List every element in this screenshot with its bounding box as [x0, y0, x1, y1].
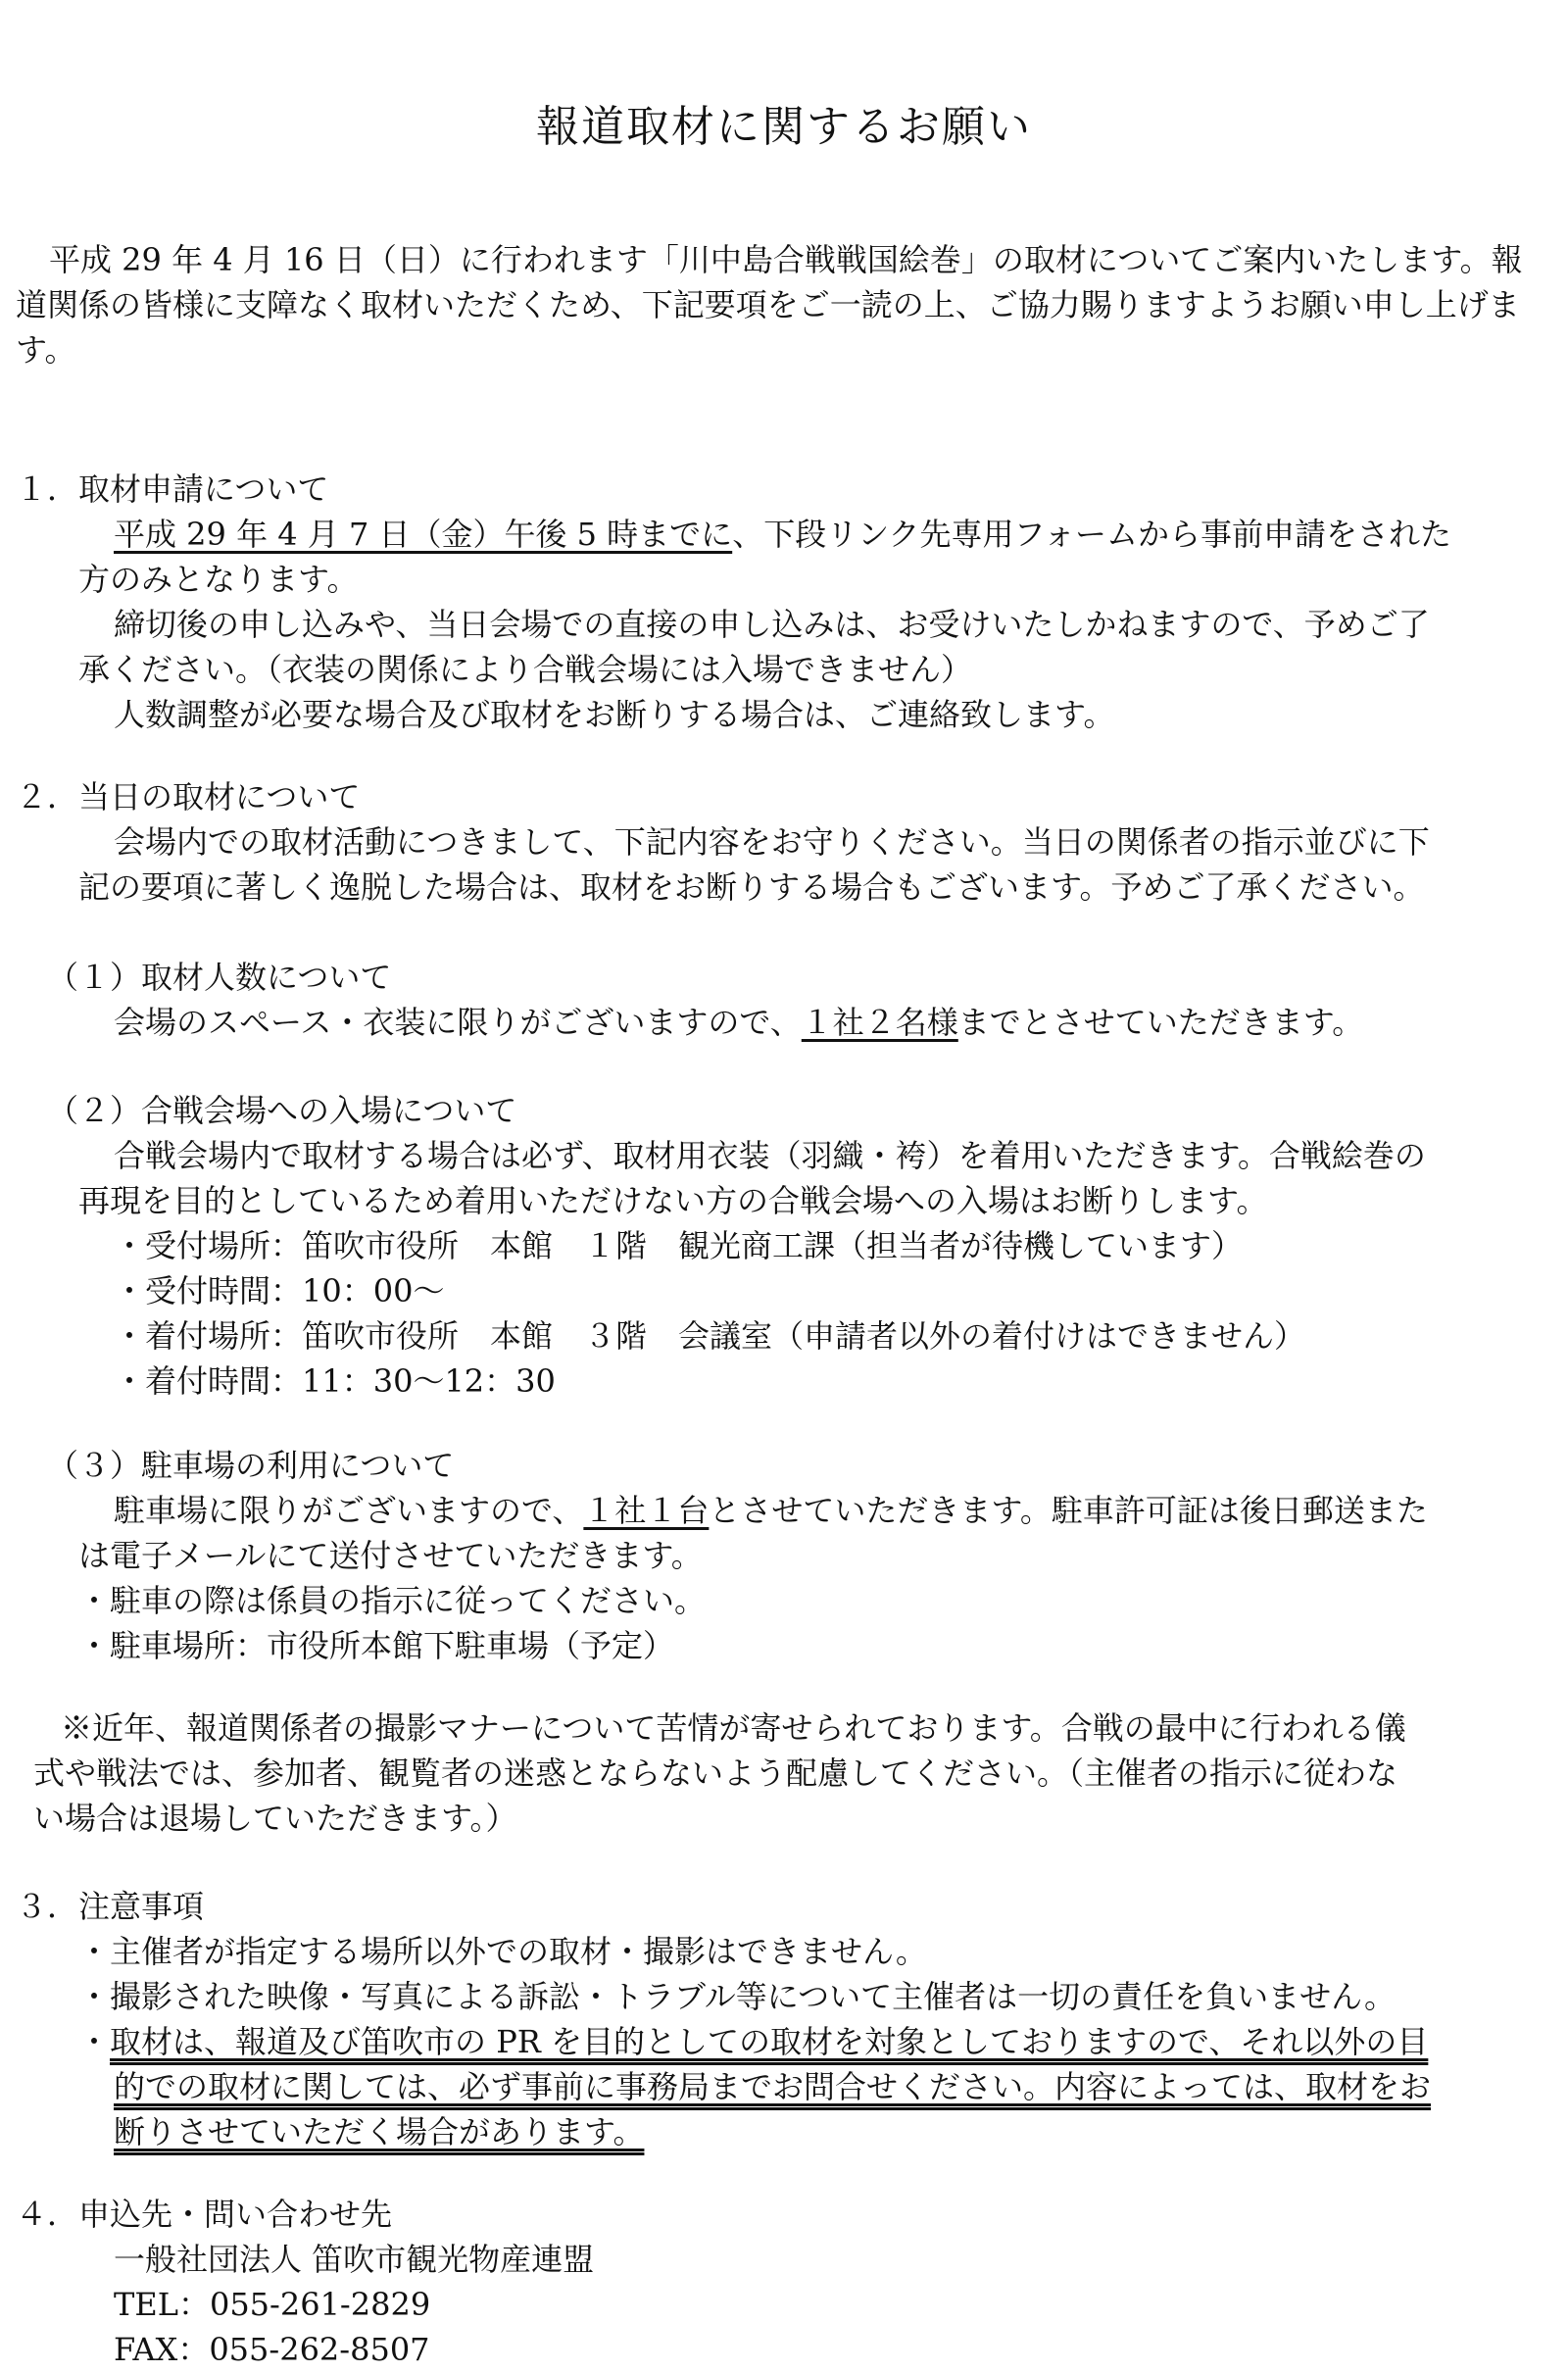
parking-limit: １社１台 — [583, 1492, 710, 1529]
sub-2-line-2: 再現を目的としているため着用いただけない方の合戦会場への入場はお断りします。 — [78, 1182, 1268, 1219]
section-4-heading: ４．申込先・問い合わせ先 — [16, 2196, 393, 2233]
list-item: ・駐車場所：市役所本館下駐車場（予定） — [78, 1627, 675, 1664]
sub-2-line-1: 合戦会場内で取材する場合は必ず、取材用衣装（羽織・袴）を着用いただきます。合戦絵巻の — [114, 1137, 1426, 1174]
press-limit: １社２名様 — [801, 1004, 958, 1041]
section-1-line-5: 人数調整が必要な場合及び取材をお断りする場合は、ご連絡致します。 — [114, 696, 1115, 733]
sub-3-line-1 — [114, 1488, 1428, 1533]
section-1-line-4: 承ください。（衣装の関係により合戦会場には入場できません） — [78, 651, 973, 688]
section-1-line-1 — [114, 512, 1451, 557]
sub-1-pre: 会場のスペース・衣装に限りがございますので、 — [114, 1004, 802, 1041]
sub-2-heading: （２）合戦会場への入場について — [47, 1092, 517, 1129]
notice-underlined-line-3 — [114, 2109, 644, 2154]
list-item: ・着付場所：笛吹市役所 本館 ３階 会議室（申請者以外の着付けはできません） — [114, 1317, 1306, 1355]
section-3-heading: ３．注意事項 — [16, 1888, 205, 1925]
list-item: ・受付場所：笛吹市役所 本館 １階 観光商工課（担当者が待機しています） — [114, 1227, 1244, 1264]
section-2-line-2: 記の要項に著しく逸脱した場合は、取材をお断りする場合もございます。予めご了承ください。 — [78, 868, 1425, 906]
notice-underlined-text-3: 断りさせていただく場合があります。 — [114, 2113, 645, 2150]
note-line-1: ※近年、報道関係者の撮影マナーについて苦情が寄せられております。合戦の最中に行われる儀 — [61, 1709, 1406, 1747]
sub-3-post: とさせていただきます。駐車許可証は後日郵送また — [709, 1492, 1428, 1529]
sub-1-heading: （１）取材人数について — [47, 959, 392, 996]
sub-1-post: までとさせていただきます。 — [957, 1004, 1364, 1041]
list-item — [78, 2019, 1428, 2064]
list-item: ・主催者が指定する場所以外での取材・撮影はできません。 — [78, 1933, 927, 1970]
contact-organization: 一般社団法人 笛吹市観光物産連盟 — [114, 2241, 595, 2278]
list-item: ・撮影された映像・写真による訴訟・トラブル等について主催者は一切の責任を負いません。 — [78, 1978, 1396, 2015]
section-1-line-1-rest: 、下段リンク先専用フォームから事前申請をされた — [732, 516, 1451, 553]
notice-underlined-line-1: 取材は、報道及び笛吹市の PR を目的としての取材を対象としておりますので、それ以外の目 — [110, 2023, 1429, 2060]
list-item: ・受付時間：10：00～ — [114, 1272, 445, 1310]
sub-3-line-2: は電子メールにて送付させていただきます。 — [78, 1537, 703, 1574]
intro-paragraph: 平成 29 年 4 月 16 日（日）に行われます「川中島合戦戦国絵巻」の取材についてご案内いたします。報道関係の皆様に支障なく取材いただくため、下記要項をご一読の上、ご協力賜りますようお願い申し上げます。 — [16, 241, 1523, 369]
application-deadline: 平成 29 年 4 月 7 日（金）午後 5 時までに — [114, 516, 733, 553]
list-item: ・駐車の際は係員の指示に従ってください。 — [78, 1582, 707, 1619]
contact-fax: FAX：055‐262‐8507 — [114, 2331, 430, 2368]
sub-1-line-1 — [114, 1000, 1363, 1045]
section-2-heading: ２．当日の取材について — [16, 778, 361, 815]
sub-3-pre: 駐車場に限りがございますので、 — [114, 1492, 584, 1529]
section-1-line-2: 方のみとなります。 — [78, 561, 359, 598]
sub-3-heading: （３）駐車場の利用について — [47, 1447, 455, 1484]
notice-underlined-line-2 — [114, 2064, 1431, 2109]
contact-tel: TEL：055‐261‐2829 — [114, 2286, 431, 2323]
list-item: ・着付時間：11：30～12：30 — [114, 1362, 556, 1400]
section-2-line-1: 会場内での取材活動につきまして、下記内容をお守りください。当日の関係者の指示並びに下 — [114, 823, 1430, 861]
notice-underlined-text-2: 的での取材に関しては、必ず事前に事務局までお問合せください。内容によっては、取材をお — [114, 2068, 1432, 2105]
bullet: ・ — [78, 2023, 111, 2060]
section-1-line-3: 締切後の申し込みや、当日会場での直接の申し込みは、お受けいたしかねますので、予めご了 — [114, 606, 1430, 643]
note-line-3: い場合は退場していただきます。） — [33, 1800, 517, 1837]
section-1-heading: １．取材申請について — [16, 470, 329, 508]
note-line-2: 式や戦法では、参加者、観覧者の迷惑とならないよう配慮してください。（主催者の指示に従わな — [33, 1754, 1398, 1792]
page-title: 報道取材に関するお願い — [536, 102, 1032, 152]
